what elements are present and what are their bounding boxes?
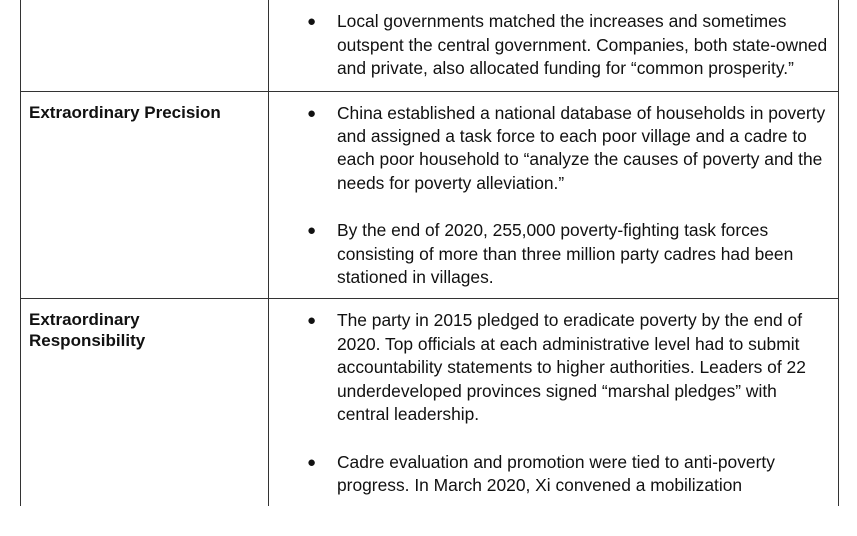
table-row xyxy=(21,0,838,92)
bullet-item xyxy=(269,451,830,498)
bullet-icon: ● xyxy=(307,13,317,31)
bullet-item xyxy=(269,102,830,196)
row-label xyxy=(21,0,269,91)
bullet-icon: ● xyxy=(307,312,317,330)
bullet-text: By the end of 2020, 255,000 poverty-fighting task forces consisting of more than three million party cadres had been stationed in villages. xyxy=(337,220,794,288)
bullet-text: Cadre evaluation and promotion were tied to anti-poverty progress. In March 2020, Xi convened a mobilization xyxy=(337,451,775,495)
table-row xyxy=(21,299,838,506)
bullet-icon: ● xyxy=(307,453,317,471)
bullet-text: The party in 2015 pledged to eradicate poverty by the end of 2020. Top officials at each administrative level had to submit accountability statements to higher authorities. Leaders of 22 underdeveloped provinces signed “marshal pledges” with central leadership. xyxy=(337,310,806,425)
bullet-item xyxy=(269,309,830,426)
row-label: Extraordinary Precision xyxy=(21,92,269,299)
bullet-icon: ● xyxy=(307,222,317,240)
bullet-text: Local governments matched the increases and sometimes outspent the central government. Companies, both state-owned and private, also allocated funding for “common prosperity.” xyxy=(337,11,828,79)
table-row xyxy=(21,92,838,300)
row-content xyxy=(269,0,838,91)
policy-table xyxy=(20,0,839,506)
bullet-icon: ● xyxy=(307,104,317,122)
row-content xyxy=(269,92,838,299)
row-label: Extraordinary Responsibility xyxy=(21,299,269,506)
row-content xyxy=(269,299,838,506)
bullet-text: China established a national database of households in poverty and assigned a task force to each poor village and a cadre to each poor household to “analyze the causes of poverty and the needs for poverty alleviation.” xyxy=(337,102,826,193)
bullet-item xyxy=(269,10,830,80)
bullet-item xyxy=(269,219,830,289)
